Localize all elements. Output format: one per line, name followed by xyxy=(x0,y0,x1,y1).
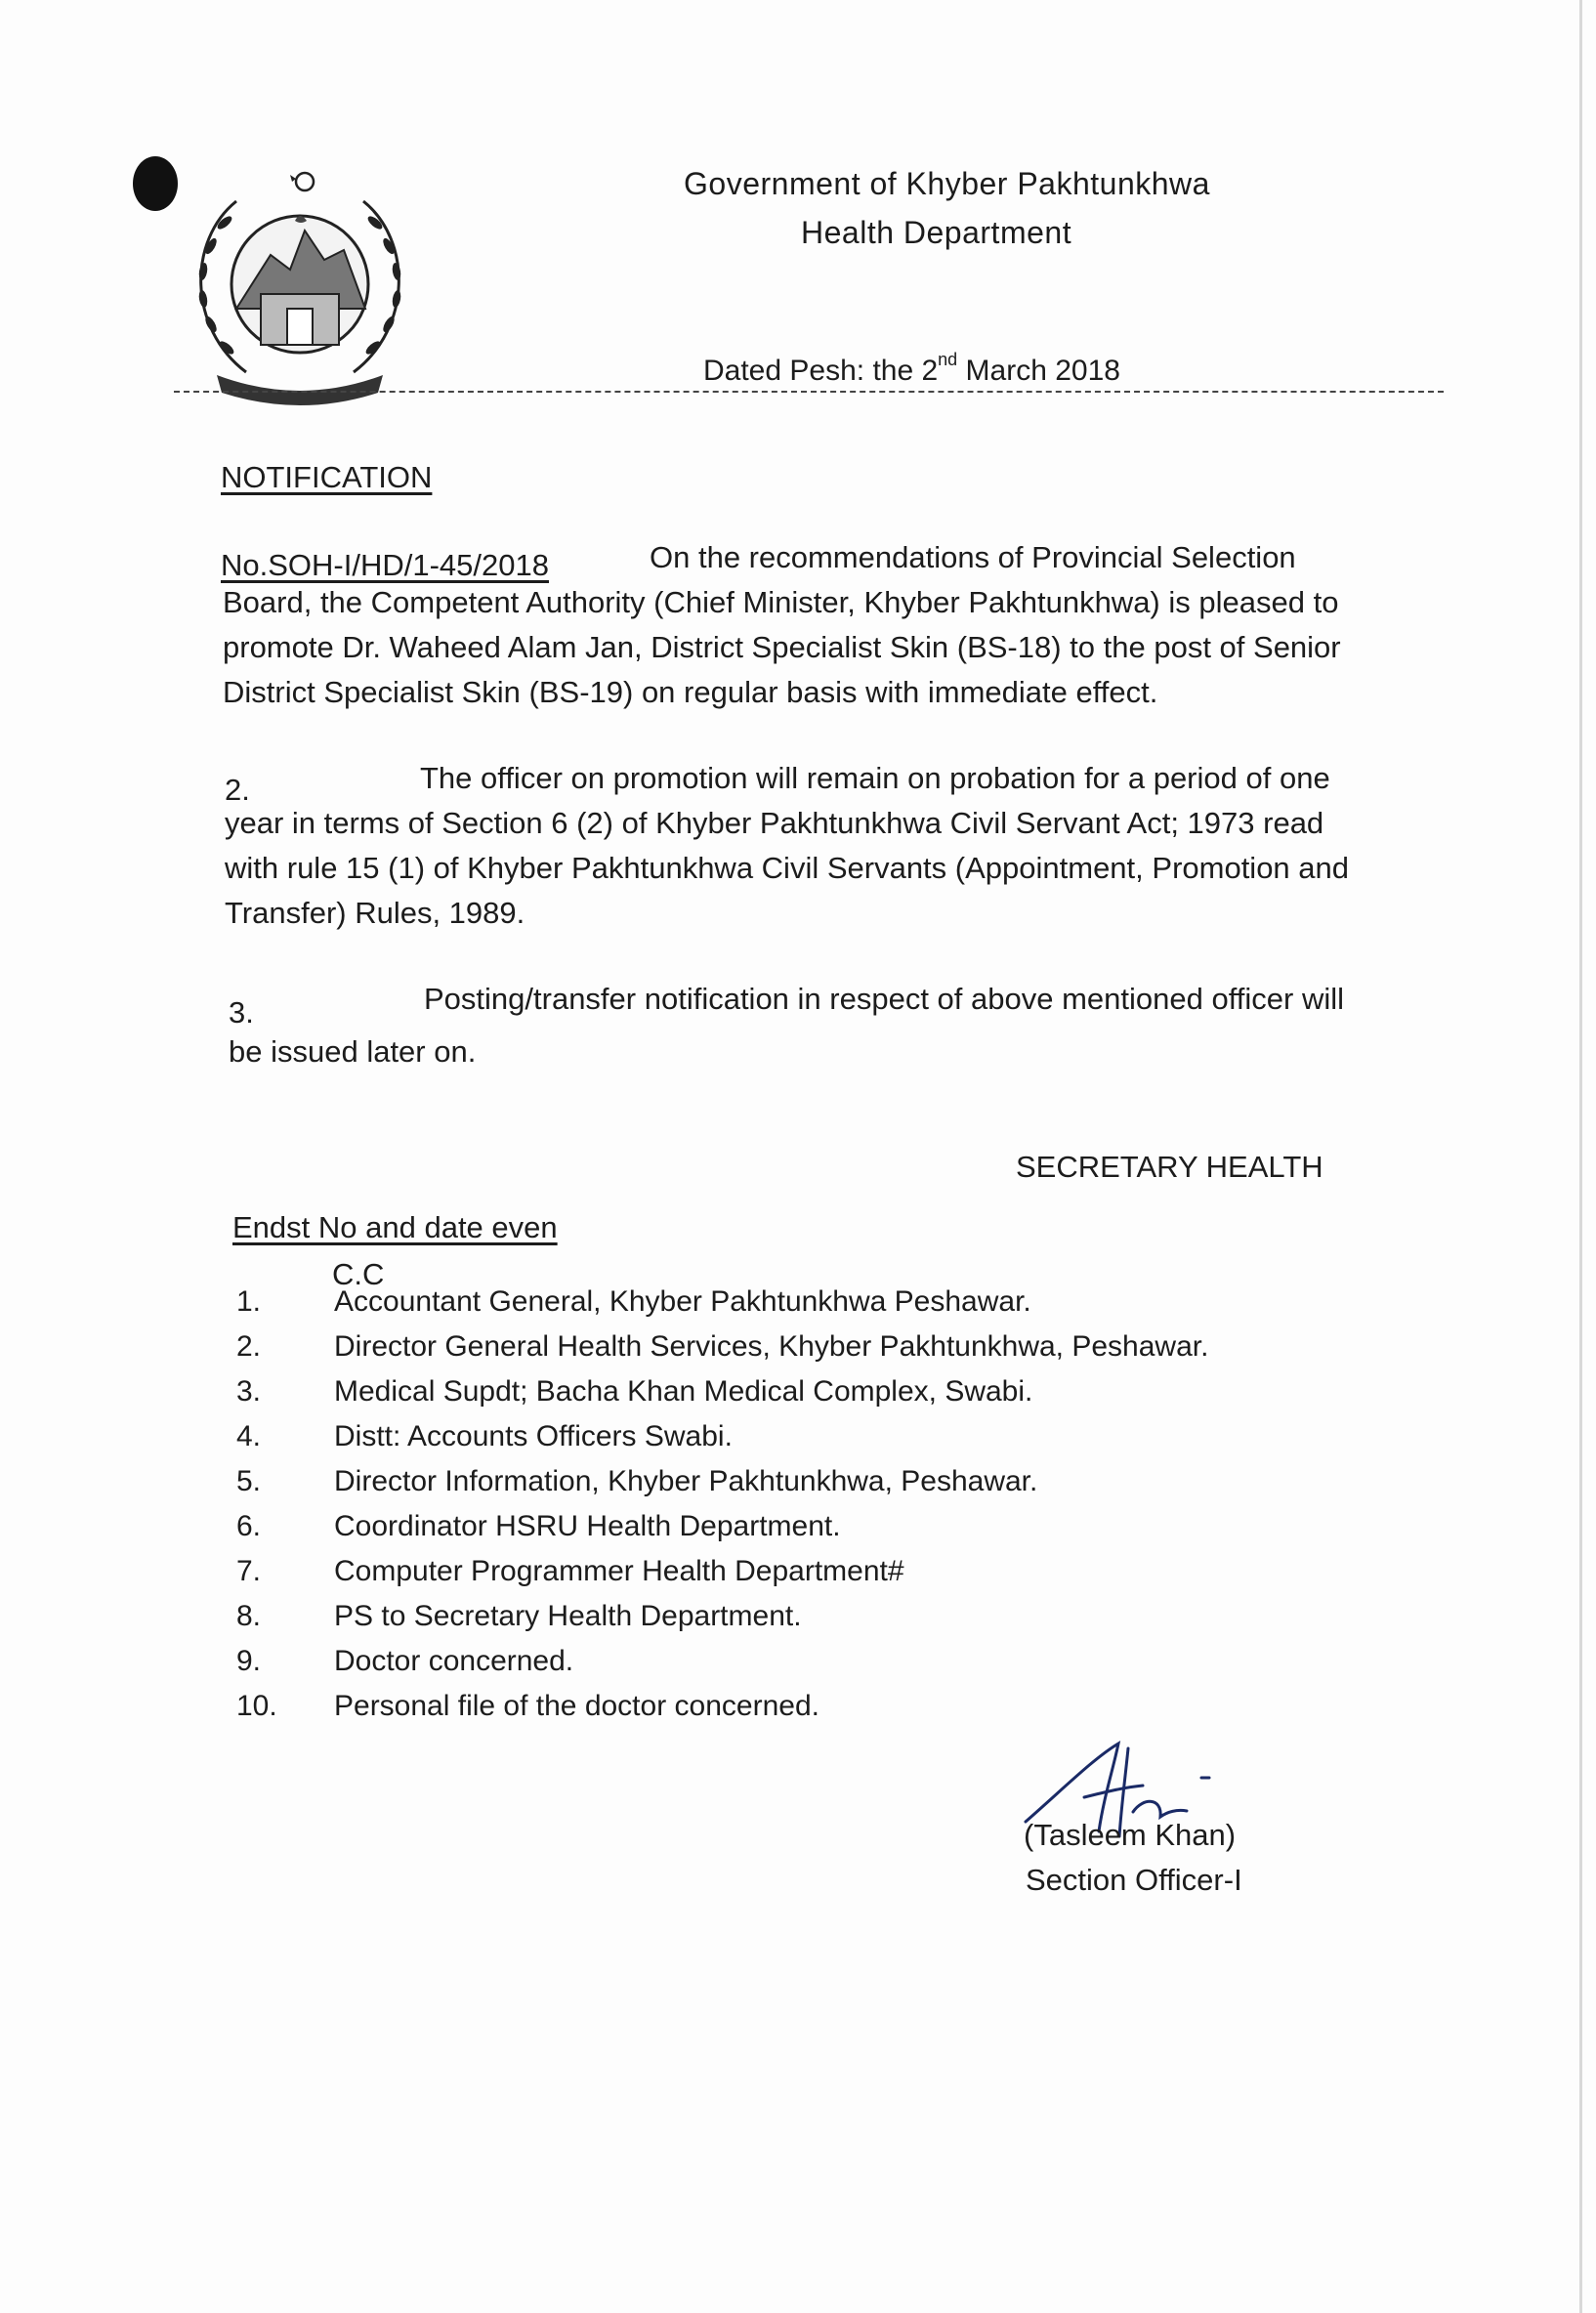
para1-line-2: Board, the Competent Authority (Chief Minister, Khyber Pakhtunkhwa) is pleased to xyxy=(223,585,1339,619)
para2-line-3: with rule 15 (1) of Khyber Pakhtunkhwa Civil Servants (Appointment, Promotion and xyxy=(225,851,1350,885)
signatory-name: (Tasleem Khan) xyxy=(1024,1818,1237,1852)
para2-line-1: The officer on promotion will remain on probation for a period of one xyxy=(420,761,1330,795)
punch-hole-mark xyxy=(133,156,178,211)
notification-number: No.SOH-I/HD/1-45/2018 xyxy=(221,548,549,582)
document-date: Dated Pesh: the 2nd March 2018 xyxy=(703,350,1120,387)
notification-title: NOTIFICATION xyxy=(221,460,433,494)
page-edge-shadow xyxy=(1579,0,1582,2313)
para3-line-1: Posting/transfer notification in respect of above mentioned officer will xyxy=(424,982,1344,1016)
para1-line-4: District Specialist Skin (BS-19) on regular basis with immediate effect. xyxy=(223,675,1158,709)
para1-line-3: promote Dr. Waheed Alam Jan, District Specialist Skin (BS-18) to the post of Senior xyxy=(223,630,1341,664)
cc-label: C.C xyxy=(332,1257,385,1291)
header-divider xyxy=(174,391,1444,393)
para2-number: 2. xyxy=(225,773,250,807)
para1-line-1: On the recommendations of Provincial Selection xyxy=(650,540,1296,574)
signatory-designation: Section Officer-I xyxy=(1026,1863,1242,1897)
para2-line-4: Transfer) Rules, 1989. xyxy=(225,896,525,930)
document-page: Government of Khyber Pakhtunkhwa Health Department Dated Pesh: the 2nd March 2018 NOTIFICATION No.SOH-I/HD/1-45/2018 On the recommendations of Provincial Selection Board, the Competent Authority (Chief Minister, Khyber Pakhtunkhwa) is pleased to promote Dr. Waheed Alam Jan, District Specialist Skin (BS-18) to the post of Senior District Specialist Skin (BS-19) on regular basis with immediate effect. 2. The officer on promotion will remain on probation for a period of one year in terms of Section 6 (2) of Khyber Pakhtunkhwa Civil Servant Act; 1973 read with rule 15 (1) of Khyber Pakhtunkhwa Civil Servants (Appointment, Promotion and Transfer) Rules, 1989. 3. Posting/transfer notification in respect of above mentioned officer will be issued later on. SECRETARY HEALTH Endst No and date even C.C 1. Accountant General, Khyber Pakhtunkhwa Peshawar. 2. Director General Health Services, Khyber Pakhtunkhwa, Peshawar. 3. Medical Supdt; Bacha Khan Medical Complex, Swabi. 4. Distt: Accounts Officers Swabi. 5. Director Information, Khyber Pakhtunkhwa, Peshawar. 6. Coordinator HSRU Health Department. 7. Computer Programmer Health Department# 8. PS to Secretary Health Department. 9. Doctor concerned. 10. Personal file of the doctor concerned. (Tasleem Khan) Section Officer-I xyxy=(0,0,1596,2313)
secretary-health-signature-block: SECRETARY HEALTH xyxy=(1016,1150,1323,1184)
kp-government-emblem xyxy=(178,162,422,414)
department-title: Health Department xyxy=(801,215,1072,250)
para2-line-2: year in terms of Section 6 (2) of Khyber Pakhtunkhwa Civil Servant Act; 1973 read xyxy=(225,806,1324,840)
para3-number: 3. xyxy=(229,995,254,1030)
government-title: Government of Khyber Pakhtunkhwa xyxy=(684,166,1210,201)
endorsement-title: Endst No and date even xyxy=(232,1210,558,1244)
para3-line-2: be issued later on. xyxy=(229,1034,477,1069)
